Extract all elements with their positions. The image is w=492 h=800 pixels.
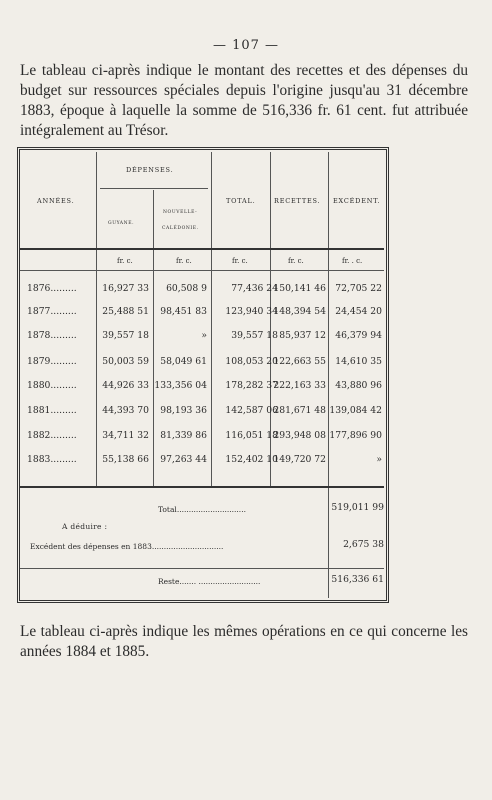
header-nouvelle-1: NOUVELLE-: [163, 210, 198, 215]
budget-table: [17, 147, 389, 603]
header-total: TOTAL.: [226, 197, 256, 205]
cell-guyane: 39,557 18: [102, 330, 149, 341]
body-bottom-rule: [20, 486, 384, 488]
reste-top-rule: [20, 568, 384, 569]
total-value: 519,011 99: [331, 502, 384, 513]
page-number: — 107 —: [212, 38, 280, 53]
cell-guyane: 16,927 33: [102, 283, 149, 294]
cell-total: 152,402 10: [225, 454, 278, 465]
header-annees: ANNÉES.: [37, 197, 75, 205]
table-row: [20, 380, 384, 398]
cell-year: 1880.........: [27, 380, 77, 391]
cell-excedent: 139,084 42: [329, 405, 382, 416]
header-nouvelle-2: CALÉDONIE.: [162, 226, 199, 231]
cell-year: 1879.........: [27, 356, 77, 367]
excedent-label: Excédent des dépenses en 1883..............................: [30, 542, 224, 551]
table-row: [20, 430, 384, 448]
cell-total: 39,557 18: [231, 330, 278, 341]
cell-guyane: 34,711 32: [102, 430, 149, 441]
table-row: [20, 283, 384, 301]
cell-year: 1882.........: [27, 430, 77, 441]
cell-recettes: 85,937 12: [279, 330, 326, 341]
cell-excedent: 46,379 94: [335, 330, 382, 341]
cell-total: 178,282 37: [225, 380, 278, 391]
cell-guyane: 44,926 33: [102, 380, 149, 391]
cell-excedent: 24,454 20: [335, 306, 382, 317]
cell-year: 1878.........: [27, 330, 77, 341]
cell-guyane: 44,393 70: [102, 405, 149, 416]
cell-caledonie: 98,451 83: [160, 306, 207, 317]
header-excedent: EXCÉDENT.: [333, 197, 381, 205]
cell-excedent: 177,896 90: [329, 430, 382, 441]
cell-recettes: 150,141 46: [273, 283, 326, 294]
table-row: [20, 356, 384, 374]
depenses-underline: [100, 188, 208, 189]
cell-excedent: 43,880 96: [335, 380, 382, 391]
cell-total: 108,053 20: [225, 356, 278, 367]
excedent-value: 2,675 38: [343, 539, 384, 550]
units-bottom-rule: [20, 270, 384, 271]
reste-value: 516,336 61: [331, 574, 384, 585]
cell-total: 142,587 06: [225, 405, 278, 416]
cell-recettes: 122,663 55: [273, 356, 326, 367]
table-row: [20, 454, 384, 472]
cell-total: 77,436 24: [231, 283, 278, 294]
header-bottom-rule: [20, 248, 384, 250]
header-recettes: RECETTES.: [274, 197, 321, 205]
unit-total: fr. c.: [232, 257, 248, 265]
cell-total: 123,940 34: [225, 306, 278, 317]
header-depenses: DÉPENSES.: [126, 166, 174, 174]
cell-excedent: 72,705 22: [335, 283, 382, 294]
header-guyane: GUYANE.: [108, 221, 135, 226]
cell-recettes: 149,720 72: [273, 454, 326, 465]
cell-year: 1881.........: [27, 405, 77, 416]
cell-caledonie: 97,263 44: [160, 454, 207, 465]
unit-recettes: fr. c.: [288, 257, 304, 265]
reste-label: Reste....... ..........................: [158, 577, 261, 586]
cell-caledonie: 60,508 9: [166, 283, 207, 294]
cell-year: 1877.........: [27, 306, 77, 317]
total-label: Total.............................: [158, 505, 246, 514]
table-row: [20, 405, 384, 423]
table-row: [20, 306, 384, 324]
cell-caledonie: 133,356 04: [154, 380, 207, 391]
cell-caledonie: 98,193 36: [160, 405, 207, 416]
cell-year: 1876.........: [27, 283, 77, 294]
cell-recettes: 148,394 54: [273, 306, 326, 317]
intro-paragraph: Le tableau ci-après indique le montant des recettes et des dépenses du budget sur ressources spéciales depuis l'origine jusqu'au 31 décembre 1883, époque à laquelle la somme de 516,336 fr. 61 cent. fut attribuée intégralement au Trésor.: [20, 62, 468, 139]
cell-recettes: 281,671 48: [273, 405, 326, 416]
table-row: [20, 330, 384, 348]
cell-guyane: 55,138 66: [102, 454, 149, 465]
cell-recettes: 293,948 08: [273, 430, 326, 441]
cell-guyane: 25,488 51: [102, 306, 149, 317]
cell-year: 1883.........: [27, 454, 77, 465]
cell-excedent: »: [376, 454, 382, 465]
cell-caledonie: 58,049 61: [160, 356, 207, 367]
unit-caledonie: fr. c.: [176, 257, 192, 265]
cell-total: 116,051 18: [225, 430, 278, 441]
unit-guyane: fr. c.: [117, 257, 133, 265]
col-divider-5: [328, 152, 329, 598]
cell-excedent: 14,610 35: [335, 356, 382, 367]
closing-paragraph: Le tableau ci-après indique les mêmes opérations en ce qui concerne les années 1884 et 1885.: [20, 623, 468, 660]
cell-recettes: 222,163 33: [273, 380, 326, 391]
cell-caledonie: »: [201, 330, 207, 341]
unit-excedent: fr. . c.: [342, 257, 363, 265]
cell-guyane: 50,003 59: [102, 356, 149, 367]
deduire-label: A déduire :: [62, 522, 108, 531]
cell-caledonie: 81,339 86: [160, 430, 207, 441]
